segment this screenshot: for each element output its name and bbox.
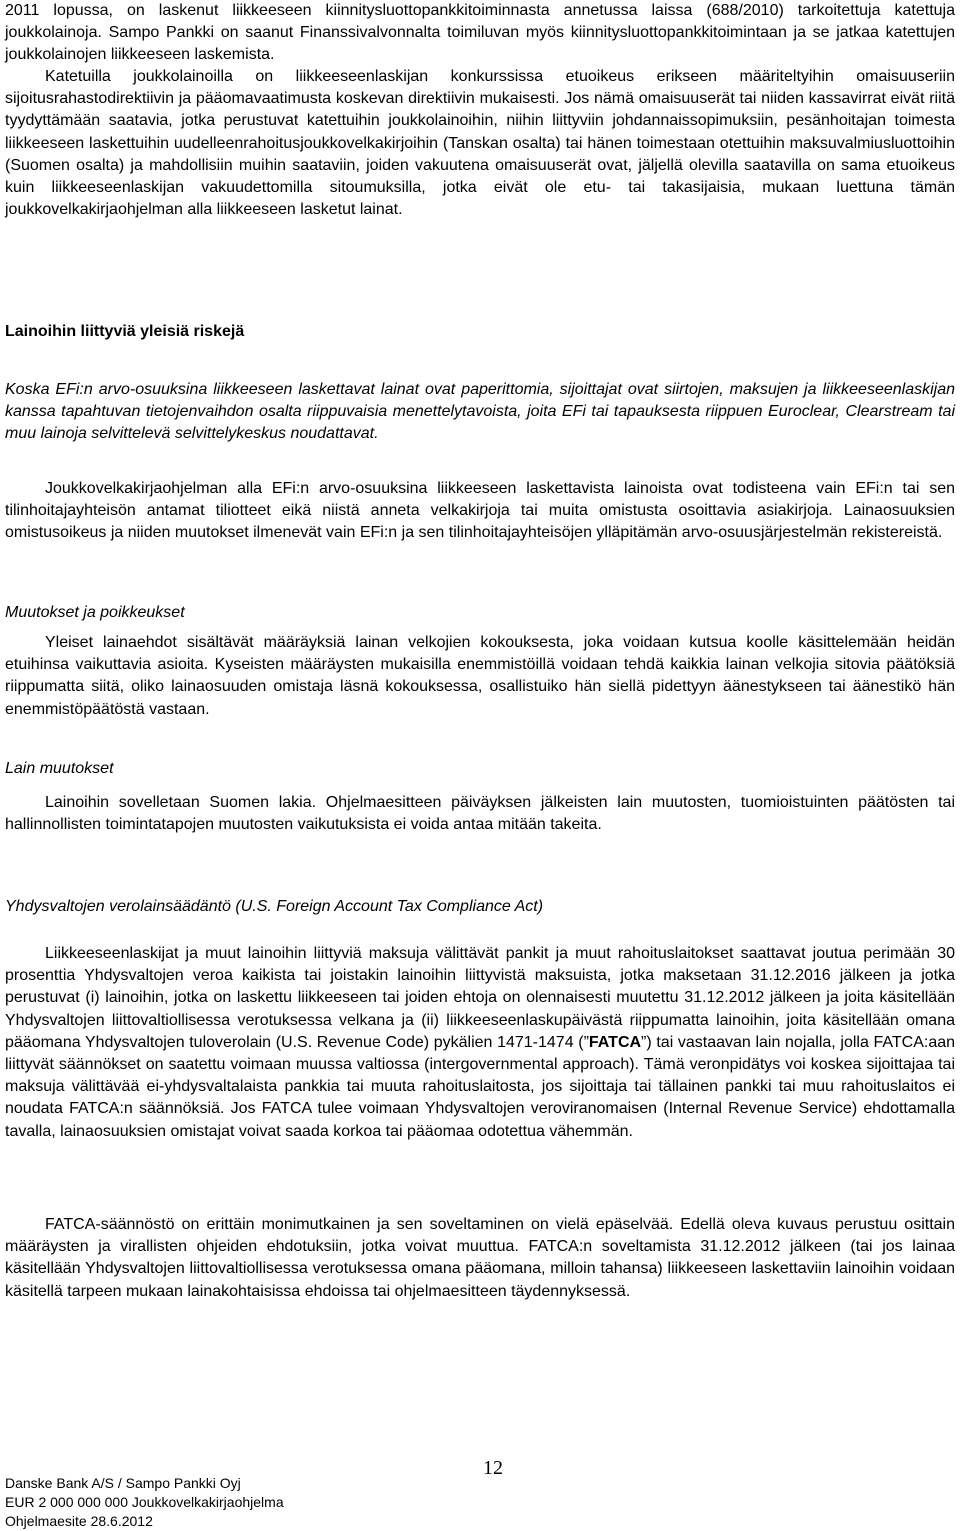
footer-issuers: Danske Bank A/S / Sampo Pankki Oyj [5,1475,241,1491]
paragraph-efi-statements: Joukkovelkakirjaohjelman alla EFi:n arvo-osuuksina liikkeeseen laskettavista lainoista ovat todisteena vain EFi:n tai sen tilinhoitajayhteisön antamat tiliotteet eikä niistä anneta velkakirjoja tai muita omistusta osoittavia asiakirjoja. Lainaosuuksien omistusoikeus ja niiden muutokset ilmenevät vain EFi:n ja sen tilinhoitajayhteisöjen ylläpitämän arvo-osuusjärjestelmän rekistereistä. [5,480,955,542]
heading-law-changes: Lain muutokset [5,760,114,777]
paragraph-fatca-complexity: FATCA-säännöstö on erittäin monimutkainen ja sen soveltaminen on vielä epäselvää. Edellä oleva kuvaus perustuu osittain määräysten ja virallisten ohjeiden ehdotuksiin, jotka voivat muuttua. FATCA:n soveltamista 31.12.2012 jälkeen (tai jos lainaa käsitellään Yhdysvaltojen liittovaltiollisessa verotuksessa omana pääomana, milloin tahansa) liikkeeseen laskettaviin lainoihin voidaan käsitellä tarpeen mukaan lainakohtaisissa ehdoissa tai ohjelmaesitteen täydennyksessä. [5,1216,955,1300]
page-number: 12 [483,1457,503,1479]
fatca-text-part-1: Liikkeeseenlaskijat ja muut lainoihin liittyviä maksuja välittävät pankit ja muut rahoituslaitokset saattavat joutua perimään 30 prosenttia Yhdysvaltojen veroa kaikista tai joistakin lainoihin liittyvistä maksuista, jotka maksetaan 31.12.2016 jälkeen ja jotka perustuvat (i) lainoihin, jotka on laskettu liikkeeseen tai joiden ehtoja on olennaisesti muutettu 31.12.2012 jälkeen ja joita käsitellään Yhdysvaltojen liittovaltiollisessa verotuksessa velkana ja (ii) liikkeeseenlaskupäivästä riippumatta lainoihin, joita käsitellään omana pääomana Yhdysvaltojen tuloverolain (U.S. Revenue Code) pykälien 1471-1474 (” [5,945,955,1051]
heading-fatca: Yhdysvaltojen verolainsäädäntö (U.S. Foreign Account Tax Compliance Act) [5,898,544,915]
paragraph-finnish-law: Lainoihin sovelletaan Suomen lakia. Ohjelmaesitteen päiväyksen jälkeisten lain muutosten, tuomioistuinten päätösten tai hallinnollisten toimintatapojen muutosten vaikutuksista ei voida antaa mitään takeita. [5,794,955,834]
heading-general-risks: Lainoihin liittyviä yleisiä riskejä [5,323,245,340]
paragraph-fatca-withholding [5,943,955,1143]
paragraph-efi-dependency: Koska EFi:n arvo-osuuksina liikkeeseen laskettavat lainat ovat paperittomia, sijoittajat ovat siirtojen, maksujen ja liikkeeseenlaskijan kanssa tapahtuvan tietojenvaihdon osalta riippuvaisia menettelytavoista, joita EFi tai tapauksesta riippuen Euroclear, Clearstream tai muu lainoja selvittelevä selvittelykeskus noudattavat. [5,381,955,443]
paragraph-creditor-meetings: Yleiset lainaehdot sisältävät määräyksiä lainan velkojien kokouksesta, joka voidaan kutsua koolle käsittelemään heidän etuihinsa vaikuttavia asioita. Kyseisten määräysten mukaisilla enemmistöillä voidaan tehdä kaikkia lainan velkojia sitovia päätöksiä riippumatta siitä, oliko lainaosuuden omistaja läsnä kokouksessa, osallistuiko hän siellä pidettyyn äänestykseen tai äänestikö hän enemmistöpäätöstä vastaan. [5,634,955,718]
paragraph-covered-bonds-priority: Katetuilla joukkolainoilla on liikkeeseenlaskijan konkurssissa etuoikeus erikseen määriteltyihin omaisuuseriin sijoitusrahastodirektiivin ja pääomavaatimusta koskevan direktiivin mukaisesti. Jos nämä omaisuuserät tai niiden kassavirrat eivät riitä tyydyttämään saatavia, jotka perustuvat katettuihin joukkolainoihin, niihin liittyviin johdannaissopimuksiin, pesänhoitajan toimesta liikkeeseen laskettuihin uudelleenrahoitusjoukkovelkakirjoihin (Tanskan osalta) tai hänen toimestaan otettuihin maksuvalmiusluottoihin (Suomen osalta) ja mahdollisiin muihin saataviin, joiden vakuutena omaisuuserät ovat, jäljellä olevilla saatavilla on sama etuoikeus kuin liikkeeseenlaskijan vakuudettomilla sitoumuksilla, jotka eivät ole etu- tai takasijaisia, mukaan luettuna tämän joukkovelkakirjaohjelman alla liikkeeseen lasketut lainat. [5,68,955,219]
fatca-text-part-2: ”) tai vastaavan lain nojalla, jolla FATCA:aan liittyvät säännökset on saatettu voimaan muussa valtiossa (intergovernmental approach). Tämä veronpidätys voi koskea sijoittajaa tai maksuja välittävää ei-yhdysvaltalaista pankkia tai muuta rahoituslaitosta, jos sijoittaja tai tällainen pankki tai muu rahoituslaitos ei noudata FATCA:n säännöksiä. Jos FATCA tulee voimaan Yhdysvaltojen veroviranomaisen (Internal Revenue Service) ehdottamalla tavalla, lainaosuuksien omistajat voivat saada korkoa tai pääomaa odotettua vähemmän. [5,1033,956,1140]
footer-prospectus-date: Ohjelmaesite 28.6.2012 [5,1513,153,1529]
heading-changes-exceptions: Muutokset ja poikkeukset [5,604,185,621]
fatca-term: FATCA [588,1033,642,1051]
paragraph-sampo-covered-bonds: 2011 lopussa, on laskenut liikkeeseen kiinnitysluottopankkitoiminnasta annetussa laissa (688/2010) tarkoitettuja katettuja joukkolainoja. Sampo Pankki on saanut Finanssivalvonnalta toimiluvan myös kiinnitysluottopankkitoimintaan ja se jatkaa katettujen joukkolainojen liikkeeseen laskemista. [5,2,955,64]
footer-programme: EUR 2 000 000 000 Joukkovelkakirjaohjelma [5,1494,284,1510]
